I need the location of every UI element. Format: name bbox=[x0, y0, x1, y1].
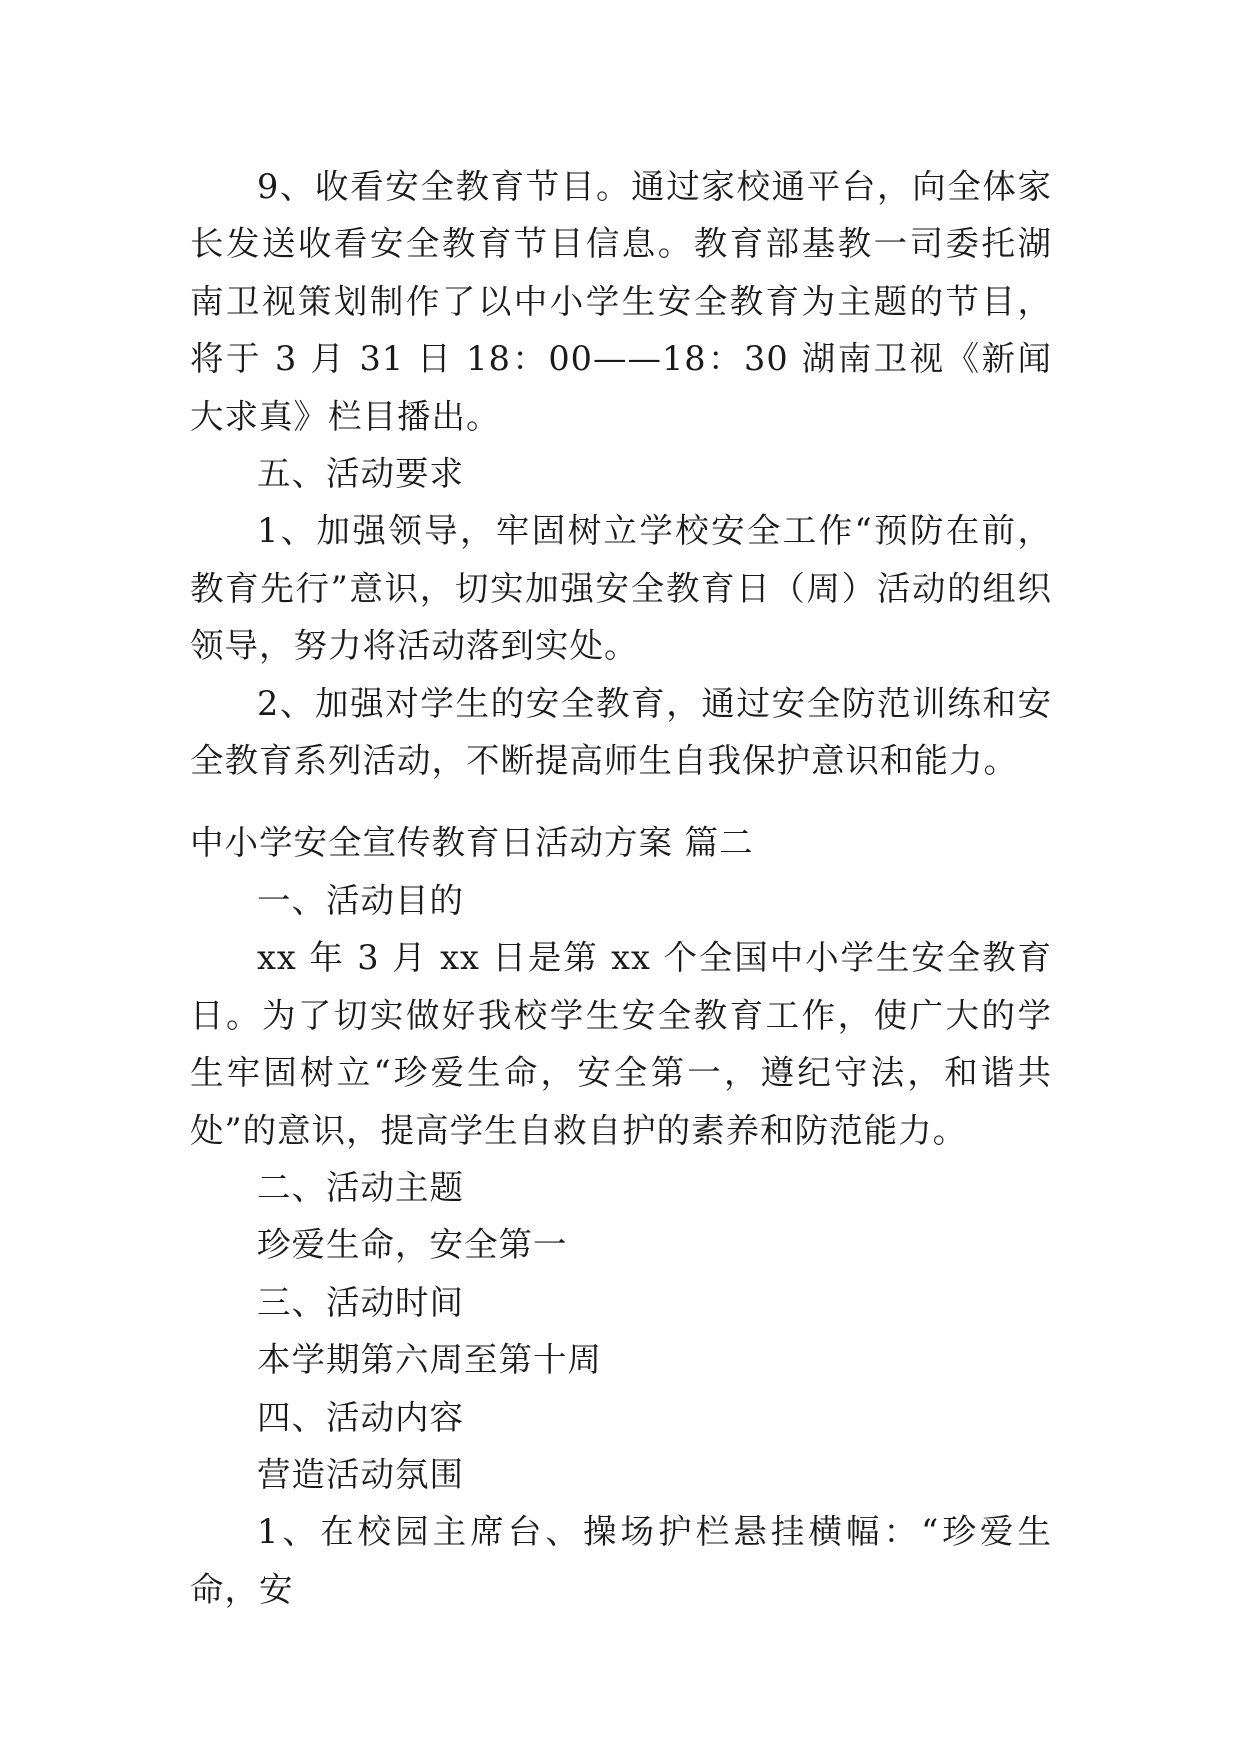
heading-time: 三、活动时间 bbox=[257, 1282, 464, 1322]
paragraph-purpose: xx 年 3 月 xx 日是第 xx 个全国中小学生安全教育日。为了切实做好我校学生安全教育工作，使广大的学生牢固树立“珍爱生命，安全第一，遵纪守法，和谐共处”的意识，提高学生自救自护的素养和防范能力。 bbox=[190, 938, 1052, 1150]
paragraph-content-1: 1、在校园主席台、操场护栏悬挂横幅：“珍爱生命，安 bbox=[190, 1512, 1052, 1609]
paragraph-requirement-2: 2、加强对学生的安全教育，通过安全防范训练和安全教育系列活动，不断提高师生自我保护意识和能力。 bbox=[190, 683, 1052, 781]
paragraph-item-9: 9、收看安全教育节目。通过家校通平台，向全体家长发送收看安全教育节目信息。教育部基教一司委托湖南卫视策划制作了以中小学生安全教育为主题的节目，将于 3 月 31 日 18：00——18：30 湖南卫视《新闻大求真》栏目播出。 bbox=[190, 167, 1052, 436]
paragraph-requirement-1: 1、加强领导，牢固树立学校安全工作“预防在前，教育先行”意识，切实加强安全教育日（周）活动的组织领导，努力将活动落到实处。 bbox=[190, 511, 1052, 666]
heading-content: 四、活动内容 bbox=[257, 1397, 464, 1437]
paragraph-theme: 珍爱生命，安全第一 bbox=[257, 1225, 568, 1265]
subheading-atmosphere: 营造活动氛围 bbox=[257, 1454, 464, 1494]
paragraph-time: 本学期第六周至第十周 bbox=[257, 1340, 602, 1380]
section-title: 中小学安全宣传教育日活动方案 篇二 bbox=[190, 823, 754, 863]
heading-requirements: 五、活动要求 bbox=[257, 454, 464, 494]
heading-theme: 二、活动主题 bbox=[257, 1167, 464, 1207]
heading-purpose: 一、活动目的 bbox=[257, 880, 464, 920]
document-body bbox=[190, 158, 1052, 1618]
